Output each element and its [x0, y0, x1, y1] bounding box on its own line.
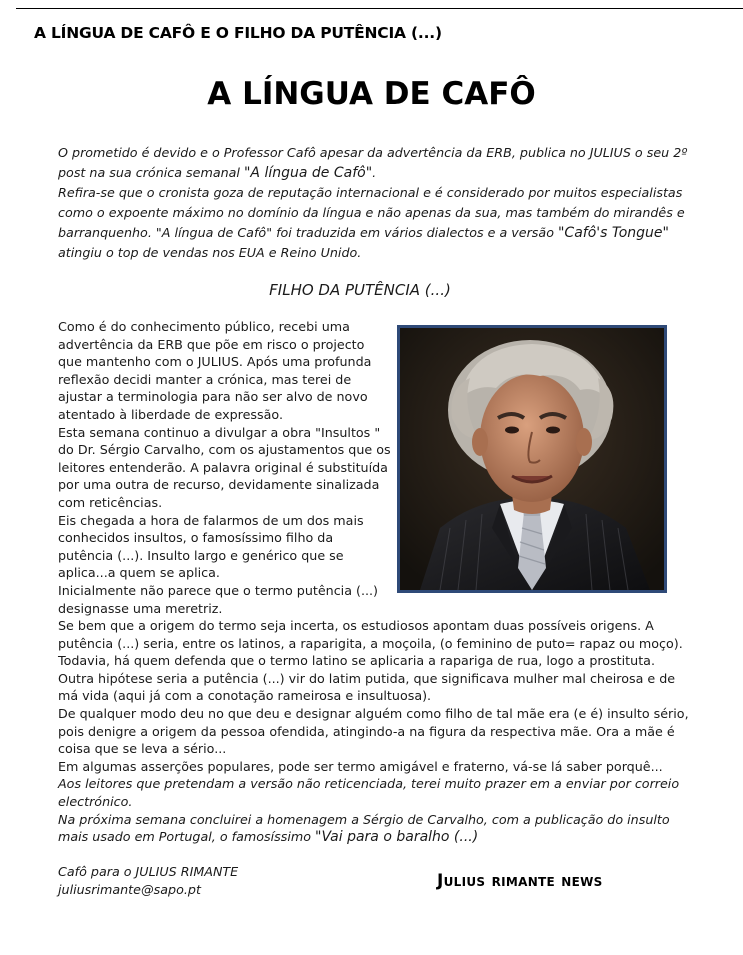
next-week-text: Na próxima semana concluirei a homenagem a Sérgio de Carvalho, com a publicação do insulto mais usado em Portugal, o famosíssimo [58, 811, 670, 845]
top-divider [16, 8, 743, 9]
signature-email: juliusrimante@sapo.pt [58, 881, 201, 897]
intro-p2-text: Refira-se que o cronista goza de reputação internacional e é considerado por muitos especialistas como o expoente máximo no domínio da língua e não apenas da sua, mas também do mirandês e barranquenho. [58, 185, 685, 240]
body-paragraph: Outra hipótese seria a putência (...) vir do latim putida, que significava mulher mal cheirosa e de má vida (aqui já com a conotação rameirosa e insultuosa). [58, 670, 676, 704]
body-paragraph: Inicialmente não parece que o termo putência (...) designasse uma meretriz. [58, 582, 379, 616]
body-paragraph-italic [58, 811, 690, 847]
intro-p2-book-title: "A língua de Cafô" [155, 225, 273, 240]
intro-p1-text: O prometido é devido e o Professor Cafô apesar da advertência da ERB, publica no JULIUS o seu 2º post na sua crónica semanal [58, 145, 688, 180]
body-paragraph-italic: Aos leitores que pretendam a versão não reticenciada, terei muito prazer em a enviar por correio electrónico. [58, 776, 680, 810]
body-paragraph: Eis chegada a hora de falarmos de um dos mais conhecidos insultos, o famosíssimo filho da putência (...). Insulto largo e genérico que se aplica...a quem se aplica. [58, 512, 364, 581]
intro-p2-text-3: atingiu o top de vendas nos EUA e Reino Unido. [58, 245, 362, 260]
intro-p2-emphasis: "Cafô's Tongue" [557, 225, 669, 241]
section-subtitle: FILHO DA PUTÊNCIA (...) [269, 281, 451, 299]
body-paragraph: De qualquer modo deu no que deu e designar alguém como filho de tal mãe era (e é) insulto sério, pois denigre a origem da pessoa ofendida, atingindo-a na figura da respectiva mãe. Ora a mãe é coisa que se leva a sério... [58, 706, 689, 757]
intro-p1-emphasis: "A língua de Cafô" [243, 165, 373, 181]
brand-logo: Julius rimante news [437, 871, 603, 891]
body-column-narrow [58, 318, 391, 617]
intro-paragraph-1 [58, 143, 688, 183]
body-paragraph: Se bem que a origem do termo seja incerta, os estudiosos apontam duas possíveis origens. A putência (...) seria, entre os latinos, a raparigita, a moçoila, (o feminino de puto= rapaz ou moço). Todavia, há quem defenda que o termo latino se aplicaria a rapariga de rua, logo a prostituta. [58, 618, 683, 669]
intro-paragraph-2 [58, 183, 688, 263]
intro-p1-end: . [372, 165, 377, 180]
signature-line: Cafô para o JULIUS RIMANTE [58, 864, 239, 879]
body-paragraph: Esta semana continuo a divulgar a obra "Insultos " do Dr. Sérgio Carvalho, com os ajustamentos que os leitores entenderão. A palavra original é substituída por uma outra de recurso, devidamente sinalizada com reticências. [58, 424, 391, 510]
article-title: A LÍNGUA DE CAFÔ [207, 76, 536, 112]
next-week-emphasis: "Vai para o baralho (...) [315, 829, 479, 846]
body-paragraph: Em algumas asserções populares, pode ser termo amigável e fraterno, vá-se lá saber porquê... [58, 758, 663, 774]
signature [58, 863, 238, 898]
intro-p2-text-2: foi traduzida em vários dialectos e a versão [272, 225, 558, 240]
intro-section [58, 143, 688, 263]
header-title: A LÍNGUA DE CAFÔ E O FILHO DA PUTÊNCIA (...) [34, 24, 442, 42]
body-paragraph: Como é do conhecimento público, recebi uma advertência da ERB que põe em risco o projecto que mantenho com o JULIUS. Após uma profunda reflexão decidi manter a crónica, mas terei de ajustar a terminologia para não ser alvo de novo atentado à liberdade de expressão. [58, 319, 372, 422]
article-body [58, 318, 690, 847]
